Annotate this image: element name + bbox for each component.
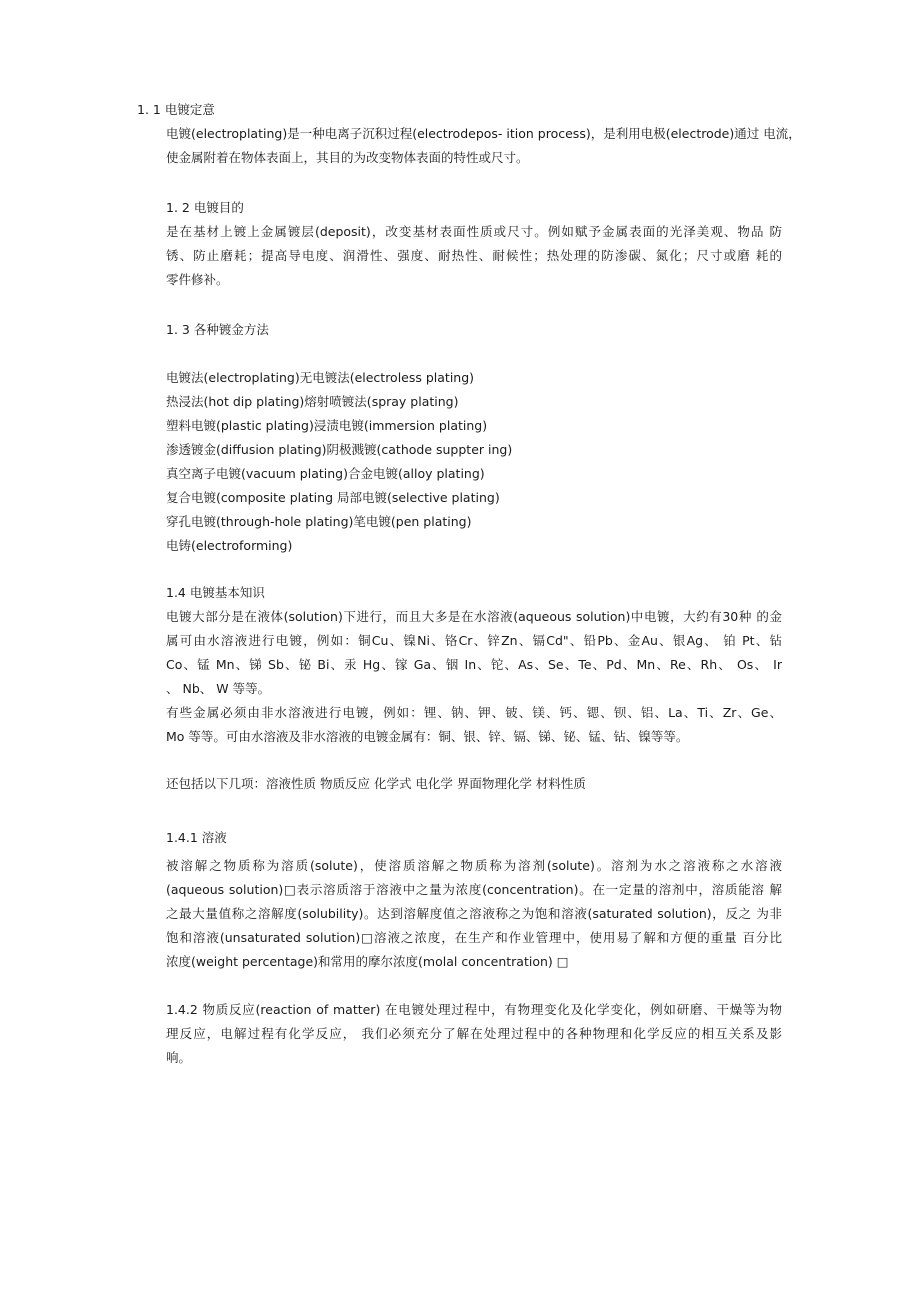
section-1-1-line-1: 电镀(electroplating)是一种电离子沉积过程(electrodepos- ition process)，是利用电极(electrode)通过 电流， (166, 126, 801, 141)
plating-method-item: 电镀法(electroplating)无电镀法(electroless plating) (166, 370, 475, 385)
plating-method-item: 渗透镀金(diffusion plating)阴极溅镀(cathode suppter ing) (166, 442, 513, 457)
section-1-2-title: 1. 2 电镀目的 (166, 200, 244, 215)
section-1-4-title: 1.4 电镀基本知识 (166, 585, 265, 600)
section-1-4-line-2: 属可由水溶液进行电镀，例如：铜Cu、镍Ni、铬Cr、锌Zn、镉Cd"、铅Pb、金Au、银Ag、 铂 Pt、钻 (166, 633, 782, 648)
section-1-4-line-1: 电镀大部分是在液体(solution)下进行，而且大多是在水溶液(aqueous solution)中电镀，大约有30种 的金 (166, 609, 782, 624)
section-1-2-line-2: 锈、防止磨耗；提高导电度、润滑性、强度、耐热性、耐候性；热处理的防渗碳、氮化；尺寸或磨 耗的 (166, 248, 782, 263)
section-1-4-2-line-2: 理反应，电解过程有化学反应， 我们必须充分了解在处理过程中的各种物理和化学反应的相互关系及影 (166, 1026, 782, 1041)
section-1-4-1-line-4: 饱和溶液(unsaturated solution)□溶液之浓度，在生产和作业管理中，使用易了解和方便的重量 百分比 (166, 930, 782, 945)
plating-method-item: 电铸(electroforming) (166, 538, 293, 553)
section-1-4-1-line-5: 浓度(weight percentage)和常用的摩尔浓度(molal concentration) □ (166, 954, 569, 969)
section-1-4-topics: 还包括以下几项：溶液性质 物质反应 化学式 电化学 界面物理化学 材料性质 (166, 776, 586, 791)
section-1-4-line-5: 有些金属必须由非水溶液进行电镀，例如：锂、钠、钾、铍、镁、钙、锶、钡、铝、La、Ti、Zr、Ge、 (166, 705, 782, 720)
section-1-4-line-3: Co、锰 Mn、锑 Sb、铋 Bi、汞 Hg、镓 Ga、铟 In、铊、As、Se、Te、Pd、Mn、Re、Rh、 Os、 Ir (166, 657, 782, 672)
section-1-4-1-line-1: 被溶解之物质称为溶质(solute)，使溶质溶解之物质称为溶剂(solute)。溶剂为水之溶液称之水溶液 (166, 858, 782, 873)
section-1-3-title: 1. 3 各种镀金方法 (166, 322, 269, 337)
section-1-4-1-line-3: 之最大量值称之溶解度(solubility)。达到溶解度值之溶液称之为饱和溶液(saturated solution)，反之 为非 (166, 906, 782, 921)
section-1-4-1-title: 1.4.1 溶液 (166, 830, 227, 845)
plating-method-item: 热浸法(hot dip plating)熔射喷镀法(spray plating) (166, 394, 459, 409)
plating-method-item: 真空离子电镀(vacuum plating)合金电镀(alloy plating) (166, 466, 485, 481)
section-1-1-title: 1. 1 电镀定意 (137, 102, 215, 117)
section-1-4-2-line-3: 响。 (166, 1050, 192, 1065)
section-1-2-line-3: 零件修补。 (166, 272, 229, 287)
plating-method-item: 穿孔电镀(through-hole plating)笔电镀(pen plating) (166, 514, 472, 529)
section-1-4-line-6: Mo 等等。可由水溶液及非水溶液的电镀金属有：铜、银、锌、镉、锑、铋、锰、钻、镍等等。 (166, 729, 689, 744)
plating-method-item: 复合电镀(composite plating 局部电镀(selective plating) (166, 490, 500, 505)
section-1-4-1-line-2: (aqueous solution)□表示溶质溶于溶液中之量为浓度(concentration)。在一定量的溶剂中，溶质能溶 解 (166, 882, 782, 897)
section-1-4-line-4: 、 Nb、 W 等等。 (166, 681, 271, 696)
section-1-4-2-line-1: 1.4.2 物质反应(reaction of matter) 在电镀处理过程中，有物理变化及化学变化，例如研磨、干燥等为物 (166, 1002, 782, 1017)
section-1-2-line-1: 是在基材上镀上金属镀层(deposit)，改变基材表面性质或尺寸。例如赋予金属表面的光泽美观、物品 防 (166, 224, 782, 239)
section-1-1-line-2: 使金属附着在物体表面上，其目的为改变物体表面的特性或尺寸。 (166, 150, 529, 165)
plating-method-item: 塑料电镀(plastic plating)浸渍电镀(immersion plating) (166, 418, 488, 433)
